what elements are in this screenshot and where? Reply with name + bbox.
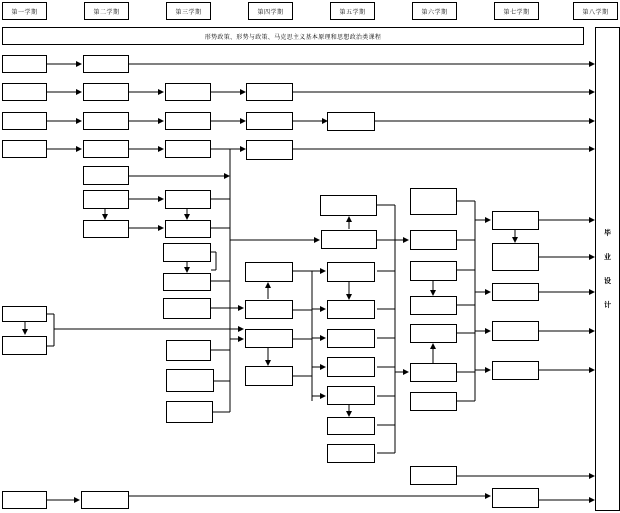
course-box xyxy=(246,83,293,101)
course-box xyxy=(492,488,539,508)
semester-header-3: 第三学期 xyxy=(166,2,211,20)
graduation-char-3: 设 xyxy=(604,277,611,285)
course-box xyxy=(327,417,375,435)
graduation-design-bar xyxy=(595,27,620,511)
course-box xyxy=(327,444,375,463)
course-box xyxy=(327,300,375,319)
course-box xyxy=(83,220,129,238)
course-box xyxy=(410,324,457,343)
course-box xyxy=(321,230,377,249)
course-box xyxy=(83,166,129,185)
course-box xyxy=(81,491,129,509)
semester-header-8: 第八学期 xyxy=(573,2,618,20)
course-box xyxy=(163,243,211,262)
course-box xyxy=(83,140,129,158)
graduation-char-2: 业 xyxy=(604,253,611,261)
course-box xyxy=(245,300,293,319)
course-box xyxy=(2,83,47,101)
course-box xyxy=(410,363,457,382)
course-box xyxy=(2,112,47,130)
semester-header-1: 第一学期 xyxy=(2,2,47,20)
course-box xyxy=(165,190,211,209)
course-box xyxy=(327,386,375,405)
course-box xyxy=(165,220,211,238)
course-box xyxy=(410,261,457,281)
graduation-char-1: 毕 xyxy=(604,229,611,237)
course-box xyxy=(492,243,539,271)
course-box xyxy=(83,190,129,209)
course-box xyxy=(163,298,211,319)
course-box xyxy=(327,262,375,282)
course-box xyxy=(245,262,293,282)
course-box xyxy=(327,329,375,348)
course-box xyxy=(83,112,129,130)
course-box xyxy=(166,401,213,423)
course-box xyxy=(245,329,293,348)
course-box xyxy=(2,140,47,158)
course-box xyxy=(2,55,47,73)
course-box xyxy=(163,273,211,291)
course-box xyxy=(410,188,457,215)
course-box xyxy=(410,296,457,315)
semester-header-2: 第二学期 xyxy=(84,2,129,20)
graduation-char-4: 计 xyxy=(604,301,611,309)
course-box xyxy=(320,195,377,216)
course-box xyxy=(410,392,457,411)
course-box xyxy=(492,361,539,380)
semester-header-4: 第四学期 xyxy=(248,2,293,20)
course-box xyxy=(492,283,539,301)
course-box xyxy=(492,211,539,230)
course-box xyxy=(327,357,375,377)
course-box xyxy=(165,140,211,158)
course-box xyxy=(246,140,293,160)
semester-header-5: 第五学期 xyxy=(330,2,375,20)
course-box xyxy=(410,230,457,250)
course-box xyxy=(2,306,47,322)
course-box xyxy=(83,83,129,101)
course-box xyxy=(166,340,211,361)
course-box xyxy=(83,55,129,73)
course-box xyxy=(492,321,539,341)
course-box xyxy=(2,336,47,355)
course-box xyxy=(166,369,214,392)
top-banner: 形势政策、形势与政策、马克思主义基本原理和思想政治类课程 xyxy=(2,27,584,45)
course-box xyxy=(165,83,211,101)
course-box xyxy=(165,112,211,130)
semester-header-6: 第六学期 xyxy=(412,2,457,20)
course-box xyxy=(245,366,293,386)
semester-header-7: 第七学期 xyxy=(494,2,539,20)
course-box xyxy=(246,112,293,130)
course-box xyxy=(2,491,47,509)
course-box xyxy=(410,466,457,485)
course-box xyxy=(327,112,375,131)
